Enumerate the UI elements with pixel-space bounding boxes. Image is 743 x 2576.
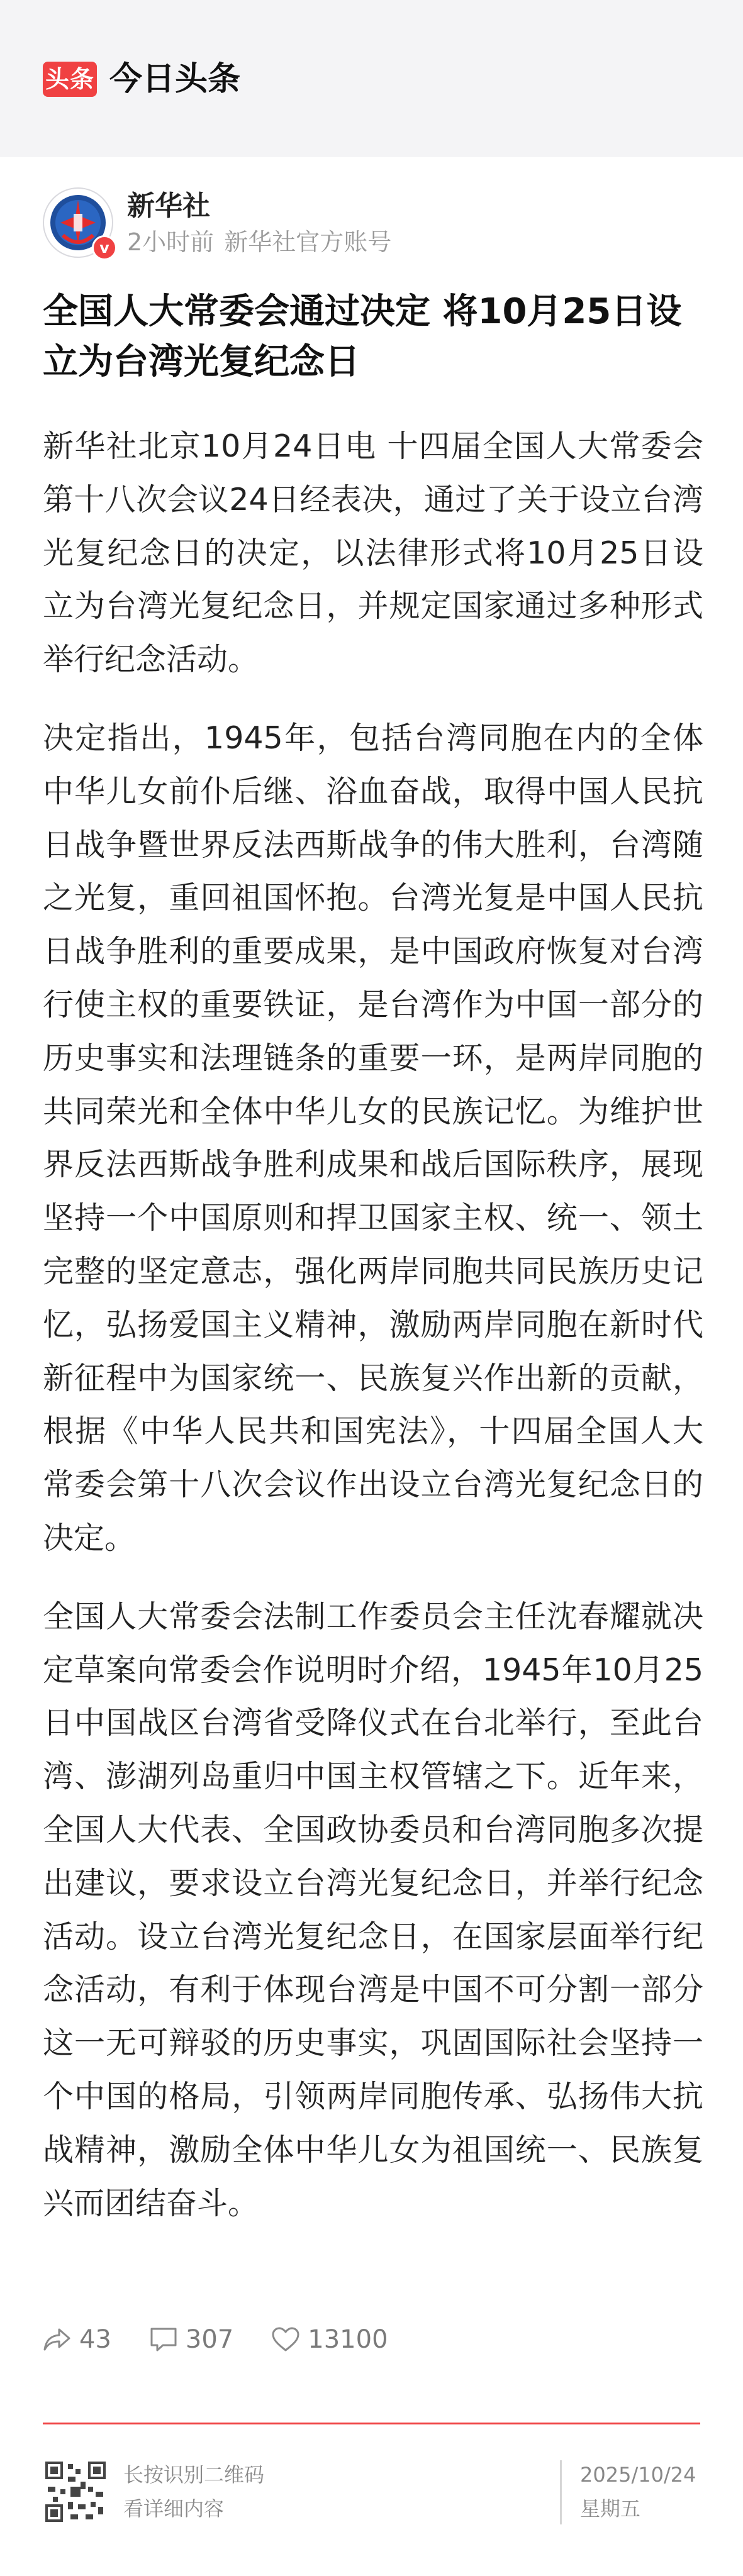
heart-icon: [271, 2326, 300, 2353]
author-bar: [43, 187, 703, 263]
article-paragraph: 全国人大常委会法制工作委员会主任沈春耀就决定草案向常委会作说明时介绍，1945年10月25日中国战区台湾省受降仪式在台北举行，至此台湾、澎湖列岛重归中国主权管辖之下。近年来，全国人大代表、全国政协委员和台湾同胞多次提出建议，要求设立台湾光复纪念日，并举行纪念活动。设立台湾光复纪念日，在国家层面举行纪念活动，有利于体现台湾是中国不可分割一部分这一无可辩驳的历史事实，巩固国际社会坚持一个中国的格局，引领两岸同胞传承、弘扬伟大抗战精神，激励全体中华儿女为祖国统一、民族复兴而团结奋斗。: [43, 1598, 703, 2221]
share-icon: [43, 2327, 72, 2352]
verified-badge-icon: v: [92, 235, 117, 260]
publish-date: 2025/10/24: [580, 2463, 696, 2487]
date-separator: [560, 2460, 562, 2524]
comment-button[interactable]: [149, 2325, 233, 2354]
author-name[interactable]: 新华社: [127, 190, 210, 222]
article-paragraph: 新华社北京10月24日电 十四届全国人大常委会第十八次会议24日经表决，通过了关于设立台湾光复纪念日的决定，以法律形式将10月25日设立为台湾光复纪念日，并规定国家通过多种形式举行纪念活动。: [43, 428, 703, 678]
app-title: 今日头条: [109, 60, 241, 98]
article-title: 全国人大常委会通过决定 将10月25日设立为台湾光复纪念日: [43, 291, 682, 382]
comment-count: 307: [185, 2325, 234, 2354]
toutiao-logo-badge: 头条: [43, 62, 97, 97]
publish-weekday: 星期五: [580, 2497, 641, 2521]
like-button[interactable]: [271, 2325, 388, 2354]
like-count: 13100: [308, 2325, 388, 2354]
app-header: [0, 0, 743, 157]
action-bar: [43, 2321, 426, 2358]
qr-caption: [123, 2458, 264, 2526]
date-box: [580, 2458, 696, 2526]
qr-line-1: 长按识别二维码: [123, 2463, 265, 2487]
qr-code-icon[interactable]: [43, 2459, 108, 2524]
article-body: [43, 420, 703, 2255]
author-meta: [127, 226, 401, 258]
qr-line-2: 看详细内容: [123, 2497, 225, 2521]
article-paragraph: 决定指出，1945年，包括台湾同胞在内的全体中华儿女前仆后继、浴血奋战，取得中国人民抗日战争暨世界反法西斯战争的伟大胜利，台湾随之光复，重回祖国怀抱。台湾光复是中国人民抗日战争胜利的重要成果，是中国政府恢复对台湾行使主权的重要铁证，是台湾作为中国一部分的历史事实和法理链条的重要一环，是两岸同胞的共同荣光和全体中华儿女的民族记忆。为维护世界反法西斯战争胜利成果和战后国际秩序，展现坚持一个中国原则和捍卫国家主权、统一、领土完整的坚定意志，强化两岸同胞共同民族历史记忆，弘扬爱国主义精神，激励两岸同胞在新时代新征程中为国家统一、民族复兴作出新的贡献，根据《中华人民共和国宪法》，十四届全国人大常委会第十八次会议作出设立台湾光复纪念日的决定。: [43, 719, 703, 1556]
comment-icon: [149, 2326, 178, 2353]
account-type: 新华社官方账号: [224, 228, 392, 256]
share-count: 43: [79, 2325, 111, 2354]
share-button[interactable]: [43, 2325, 111, 2354]
footer-divider: [43, 2423, 700, 2424]
publish-time: 2小时前: [127, 228, 215, 256]
